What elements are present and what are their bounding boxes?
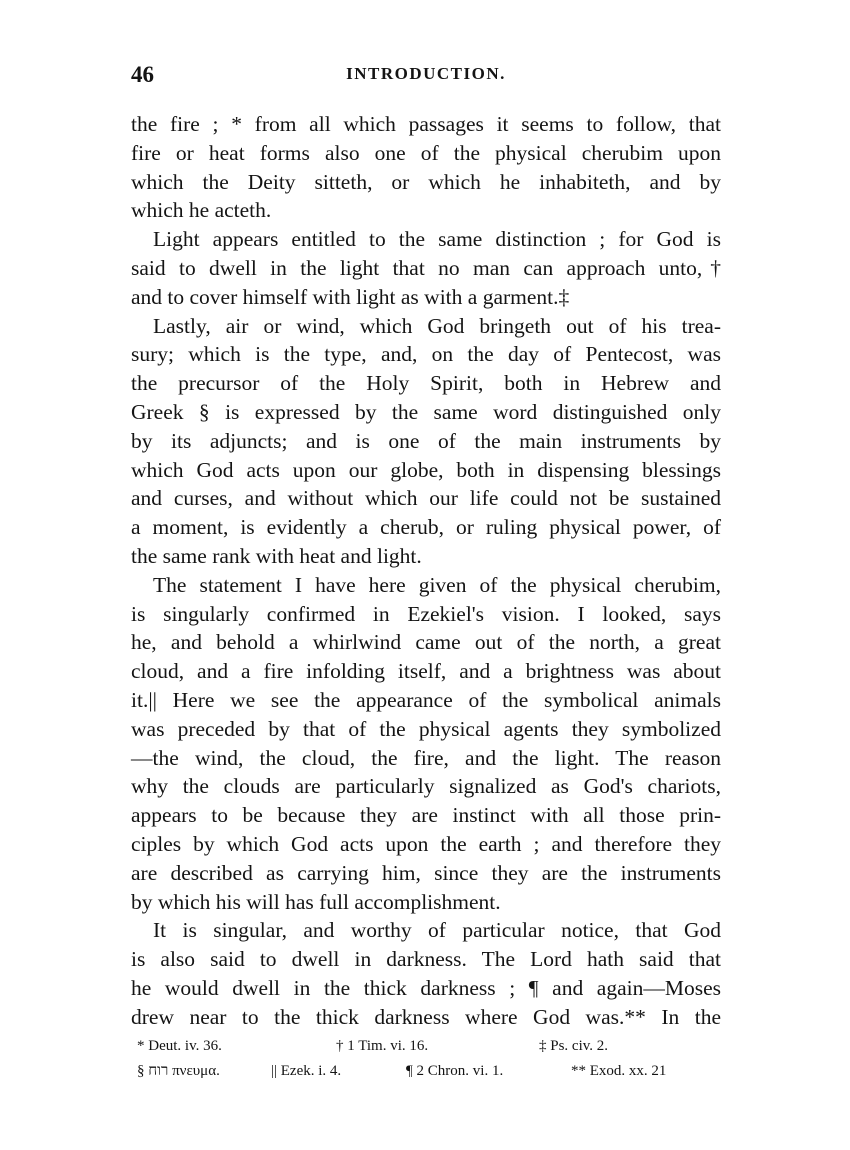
- running-title: INTRODUCTION.: [346, 64, 506, 83]
- footnote: || Ezek. i. 4.: [271, 1063, 342, 1079]
- text-line: are described as carrying him, since they are the instruments: [131, 860, 721, 885]
- text-line: is also said to dwell in darkness. The Lord hath said that: [131, 947, 721, 972]
- text-line: cloud, and a fire infolding itself, and a brightness was about: [131, 659, 721, 684]
- text-line: which the Deity sitteth, or which he inhabiteth, and by: [131, 169, 721, 194]
- text-line: Greek § is expressed by the same word distinguished only: [131, 399, 721, 424]
- text-line: it.|| Here we see the appearance of the symbolical animals: [131, 687, 721, 712]
- body-text: [131, 110, 721, 1032]
- text-line: —the wind, the cloud, the fire, and the light. The reason: [131, 745, 721, 770]
- text-line: ciples by which God acts upon the earth ; and therefore they: [131, 831, 721, 856]
- footnote: ** Exod. xx. 21: [571, 1063, 667, 1079]
- text-line: the same rank with heat and light.: [131, 543, 422, 568]
- text-line: why the clouds are particularly signalized as God's chariots,: [131, 774, 721, 799]
- running-head: [131, 62, 721, 92]
- footnote-row: [131, 1059, 721, 1084]
- text-line: the fire ; * from all which passages it seems to follow, that: [131, 112, 721, 136]
- text-line: was preceded by that of the physical agents they symbolized: [131, 716, 721, 741]
- text-line: appears to be because they are instinct with all those prin-: [131, 803, 721, 828]
- footnote-row: [131, 1034, 721, 1059]
- text-line: Light appears entitled to the same distinction ; for God is: [153, 227, 721, 252]
- footnote: ¶ 2 Chron. vi. 1.: [406, 1063, 504, 1079]
- text-line: he would dwell in the thick darkness ; ¶ and again—Moses: [131, 975, 721, 1000]
- text-line: drew near to the thick darkness where God was.** In the: [131, 1004, 721, 1029]
- text-line: It is singular, and worthy of particular notice, that God: [153, 918, 721, 943]
- text-line: Lastly, air or wind, which God bringeth out of his trea-: [153, 313, 721, 338]
- text-line: said to dwell in the light that no man can approach unto,†: [131, 255, 721, 280]
- text-line: which God acts upon our globe, both in dispensing blessings: [131, 457, 721, 482]
- text-line: and to cover himself with light as with a garment.‡: [131, 284, 570, 309]
- footnotes: [131, 1034, 721, 1084]
- text-line: fire or heat forms also one of the physical cherubim upon: [131, 140, 721, 165]
- footnote: § רוח πνευμα.: [137, 1063, 220, 1079]
- text-line: and curses, and without which our life could not be sustained: [131, 486, 721, 511]
- text-line: The statement I have here given of the physical cherubim,: [153, 572, 721, 597]
- text-line: sury; which is the type, and, on the day of Pentecost, was: [131, 342, 721, 367]
- text-line: is singularly confirmed in Ezekiel's vision. I looked, says: [131, 601, 721, 626]
- text-line: a moment, is evidently a cherub, or ruling physical power, of: [131, 515, 721, 540]
- footnote: * Deut. iv. 36.: [137, 1038, 222, 1054]
- text-line: which he acteth.: [131, 198, 272, 223]
- text-line: the precursor of the Holy Spirit, both in Hebrew and: [131, 371, 721, 396]
- text-line: by its adjuncts; and is one of the main instruments by: [131, 428, 721, 453]
- text-line: by which his will has full accomplishment.: [131, 889, 501, 914]
- footnote: † 1 Tim. vi. 16.: [336, 1038, 429, 1054]
- footnote: ‡ Ps. civ. 2.: [539, 1038, 609, 1054]
- page-number: 46: [131, 62, 154, 87]
- text-line: he, and behold a whirlwind came out of the north, a great: [131, 630, 721, 655]
